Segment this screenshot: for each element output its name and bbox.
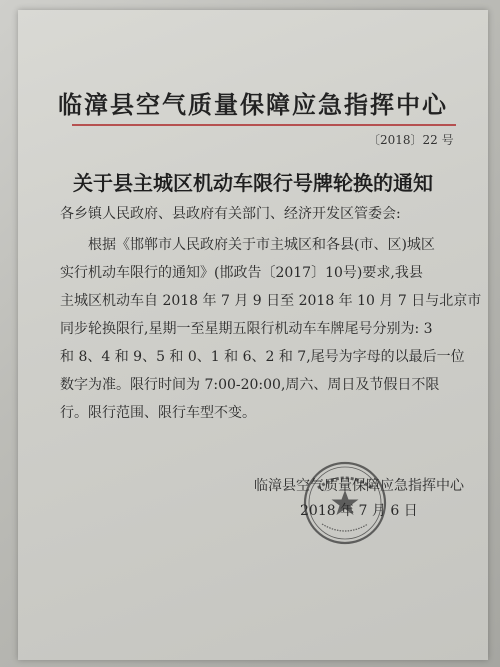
salutation: 各乡镇人民政府、县政府有关部门、经济开发区管委会: <box>60 206 401 222</box>
signature-organization: 临漳县空气质量保障应急指挥中心 <box>254 478 464 494</box>
body-line-5: 和 8、4 和 9、5 和 0、1 和 6、2 和 7,尾号为字母的以最后一位 <box>60 349 465 365</box>
document-number: 〔2018〕22 号 <box>368 133 454 147</box>
body-line-1: 根据《邯郸市人民政府关于市主城区和各县(市、区)城区 <box>88 237 435 253</box>
signature-date: 2018 年 7 月 6 日 <box>300 503 418 519</box>
body-line-2: 实行机动车限行的通知》(邯政告〔2017〕10号)要求,我县 <box>60 265 423 281</box>
body-line-3: 主城区机动车自 2018 年 7 月 9 日至 2018 年 10 月 7 日与北京市 <box>60 293 482 309</box>
body-line-7: 行。限行范围、限行车型不变。 <box>60 405 256 421</box>
body-line-4: 同步轮换限行,星期一至星期五限行机动车车牌尾号分别为: 3 <box>60 321 433 337</box>
issuing-office-title: 临漳县空气质量保障应急指挥中心 <box>58 90 448 119</box>
notice-title: 关于县主城区机动车限行号牌轮换的通知 <box>73 171 433 195</box>
document-page <box>18 10 488 660</box>
header-divider <box>72 124 456 126</box>
body-line-6: 数字为准。限行时间为 7:00-20:00,周六、周日及节假日不限 <box>60 377 440 393</box>
